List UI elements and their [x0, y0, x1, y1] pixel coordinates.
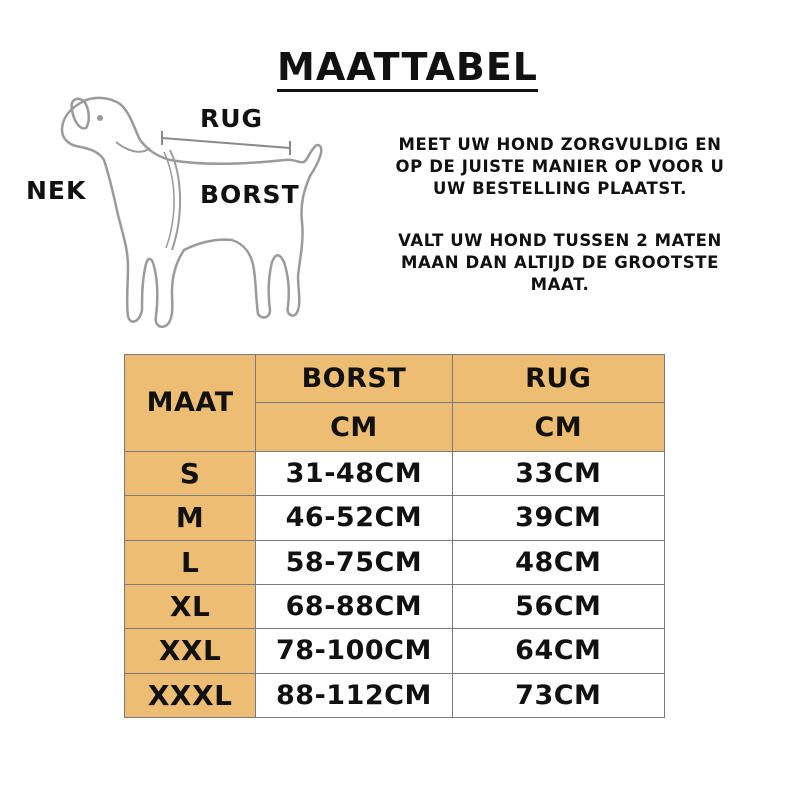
- table-row: [125, 496, 665, 540]
- table-row: [125, 629, 665, 673]
- size-label: XL: [125, 584, 256, 628]
- borst-value: 58-75CM: [256, 540, 452, 584]
- diagram-label-nek: NEK: [26, 176, 87, 205]
- advice-line: VALT UW HOND TUSSEN 2 MATEN: [398, 231, 722, 250]
- borst-value: 78-100CM: [256, 629, 452, 673]
- rug-value: 33CM: [452, 451, 664, 495]
- measure-instructions: [350, 134, 770, 200]
- borst-value: 68-88CM: [256, 584, 452, 628]
- dog-silhouette-icon: [62, 98, 321, 327]
- table-row: [125, 673, 665, 717]
- table-row: [125, 540, 665, 584]
- header-borst-unit: CM: [256, 403, 452, 451]
- borst-value: 31-48CM: [256, 451, 452, 495]
- size-label: XXL: [125, 629, 256, 673]
- page-title-text: MAATTABEL: [277, 45, 538, 92]
- rug-value: 64CM: [452, 629, 664, 673]
- borst-value: 88-112CM: [256, 673, 452, 717]
- size-chart-table: [124, 354, 665, 718]
- table-row: [125, 584, 665, 628]
- advice-line: MAAN DAN ALTIJD DE GROOTSTE: [401, 253, 719, 272]
- table-header-row: [125, 355, 665, 403]
- advice-line: MAAT.: [530, 275, 590, 294]
- dog-diagram: [0, 0, 360, 350]
- size-label: M: [125, 496, 256, 540]
- diagram-label-borst: BORST: [200, 180, 300, 209]
- size-advice: [350, 230, 770, 296]
- header-borst: BORST: [256, 355, 452, 403]
- chest-measure-line: [170, 150, 180, 250]
- header-rug: RUG: [452, 355, 664, 403]
- instruction-line: OP DE JUISTE MANIER OP VOOR U: [395, 157, 725, 176]
- rug-value: 73CM: [452, 673, 664, 717]
- rug-value: 56CM: [452, 584, 664, 628]
- back-measure-line-icon: [162, 131, 290, 155]
- instruction-line: UW BESTELLING PLAATST.: [432, 179, 688, 198]
- size-label: XXXL: [125, 673, 256, 717]
- borst-value: 46-52CM: [256, 496, 452, 540]
- header-maat: MAAT: [125, 355, 256, 452]
- size-label: S: [125, 451, 256, 495]
- table-row: [125, 451, 665, 495]
- rug-value: 39CM: [452, 496, 664, 540]
- size-label: L: [125, 540, 256, 584]
- rug-value: 48CM: [452, 540, 664, 584]
- instruction-line: MEET UW HOND ZORGVULDIG EN: [398, 135, 722, 154]
- header-rug-unit: CM: [452, 403, 664, 451]
- diagram-label-rug: RUG: [200, 104, 264, 133]
